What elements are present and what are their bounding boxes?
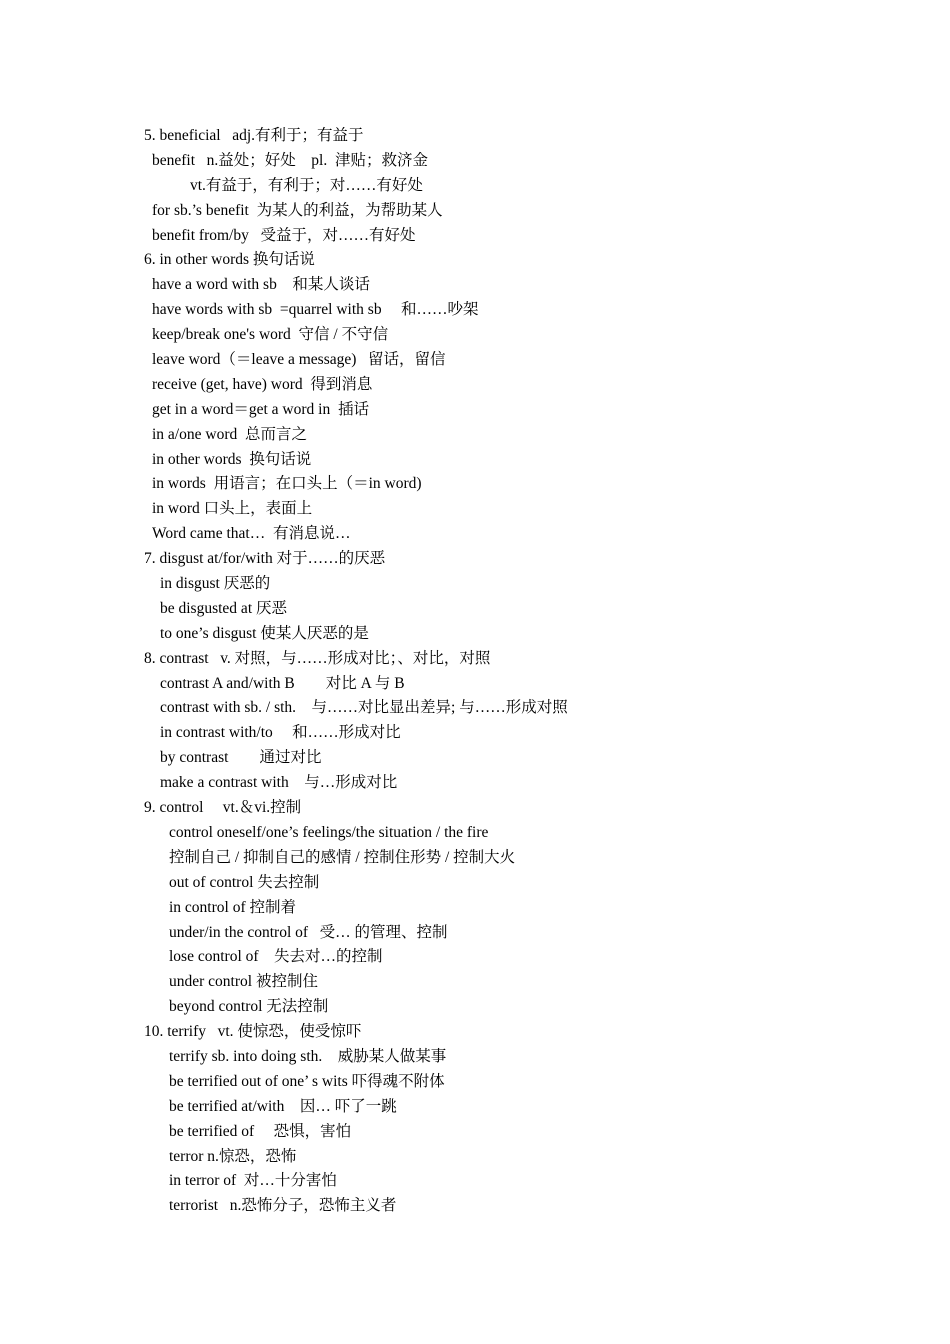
entry-line: get in a word＝get a word in 插话 bbox=[152, 400, 369, 418]
entry-line: to one’s disgust 使某人厌恶的是 bbox=[160, 624, 369, 642]
entry-line: in terror of 对…十分害怕 bbox=[169, 1172, 337, 1190]
entry-line: in words 用语言；在口头上（＝in word) bbox=[152, 475, 422, 493]
entry-line: vt.有益于，有利于；对……有好处 bbox=[190, 176, 423, 194]
entry-line: in control of 控制着 bbox=[169, 898, 296, 916]
entry-heading: 5. beneficial adj.有利于；有益于 bbox=[144, 127, 364, 144]
entry-line: lose control of 失去对…的控制 bbox=[169, 948, 383, 966]
entry-line: in contrast with/to 和……形成对比 bbox=[160, 724, 401, 742]
vocabulary-list bbox=[0, 124, 950, 1219]
entry-line: be disgusted at 厌恶 bbox=[160, 599, 287, 617]
entry-line: in word 口头上，表面上 bbox=[152, 500, 313, 518]
entry-line: be terrified at/with 因… 吓了一跳 bbox=[169, 1097, 397, 1115]
entry-line: in a/one word 总而言之 bbox=[152, 425, 307, 443]
entry-heading: 6. in other words 换句话说 bbox=[144, 251, 315, 269]
entry-line: benefit n.益处；好处 pl. 津贴；救济金 bbox=[152, 151, 428, 169]
entry-line: contrast with sb. / sth. 与……对比显出差异; 与……形成对照 bbox=[160, 699, 568, 717]
entry-line: in disgust 厌恶的 bbox=[160, 575, 271, 593]
entry-line: be terrified out of one’ s wits 吓得魂不附体 bbox=[169, 1072, 445, 1090]
entry-heading: 9. control vt.＆vi.控制 bbox=[144, 799, 302, 817]
entry-line: in other words 换句话说 bbox=[152, 450, 312, 468]
entry-line: terror n.惊恐，恐怖 bbox=[169, 1147, 297, 1165]
entry-line: control oneself/one’s feelings/the situation / the fire bbox=[169, 823, 489, 841]
entry-line: 控制自己 / 抑制自己的感情 / 控制住形势 / 控制大火 bbox=[169, 848, 516, 866]
entry-line: for sb.’s benefit 为某人的利益，为帮助某人 bbox=[152, 201, 443, 219]
entry-line: beyond control 无法控制 bbox=[169, 998, 329, 1016]
entry-line: benefit from/by 受益于，对……有好处 bbox=[152, 226, 416, 244]
entry-line: contrast A and/with B 对比 A 与 B bbox=[160, 674, 405, 692]
entry-line: make a contrast with 与…形成对比 bbox=[160, 774, 398, 792]
entry-line: under control 被控制住 bbox=[169, 973, 318, 991]
entry-line: Word came that… 有消息说… bbox=[152, 525, 351, 543]
entry-heading: 8. contrast v. 对照，与……形成对比；、对比，对照 bbox=[144, 649, 491, 667]
entry-heading: 7. disgust at/for/with 对于……的厌恶 bbox=[144, 550, 386, 568]
entry-line: by contrast 通过对比 bbox=[160, 749, 322, 767]
entry-line: receive (get, have) word 得到消息 bbox=[152, 375, 373, 393]
entry-line: terrorist n.恐怖分子，恐怖主义者 bbox=[169, 1197, 397, 1215]
entry-heading: 10. terrify vt. 使惊恐，使受惊吓 bbox=[144, 1023, 362, 1041]
entry-line: terrify sb. into doing sth. 威胁某人做某事 bbox=[169, 1047, 447, 1065]
entry-line: have words with sb =quarrel with sb 和……吵架 bbox=[152, 301, 479, 319]
entry-line: be terrified of 恐惧，害怕 bbox=[169, 1122, 352, 1140]
entry-line: under/in the control of 受… 的管理、控制 bbox=[169, 923, 448, 941]
entry-line: keep/break one's word 守信 / 不守信 bbox=[152, 326, 389, 344]
entry-line: leave word（＝leave a message) 留话，留信 bbox=[152, 351, 446, 369]
entry-line: out of control 失去控制 bbox=[169, 873, 320, 891]
entry-line: have a word with sb 和某人谈话 bbox=[152, 276, 370, 294]
